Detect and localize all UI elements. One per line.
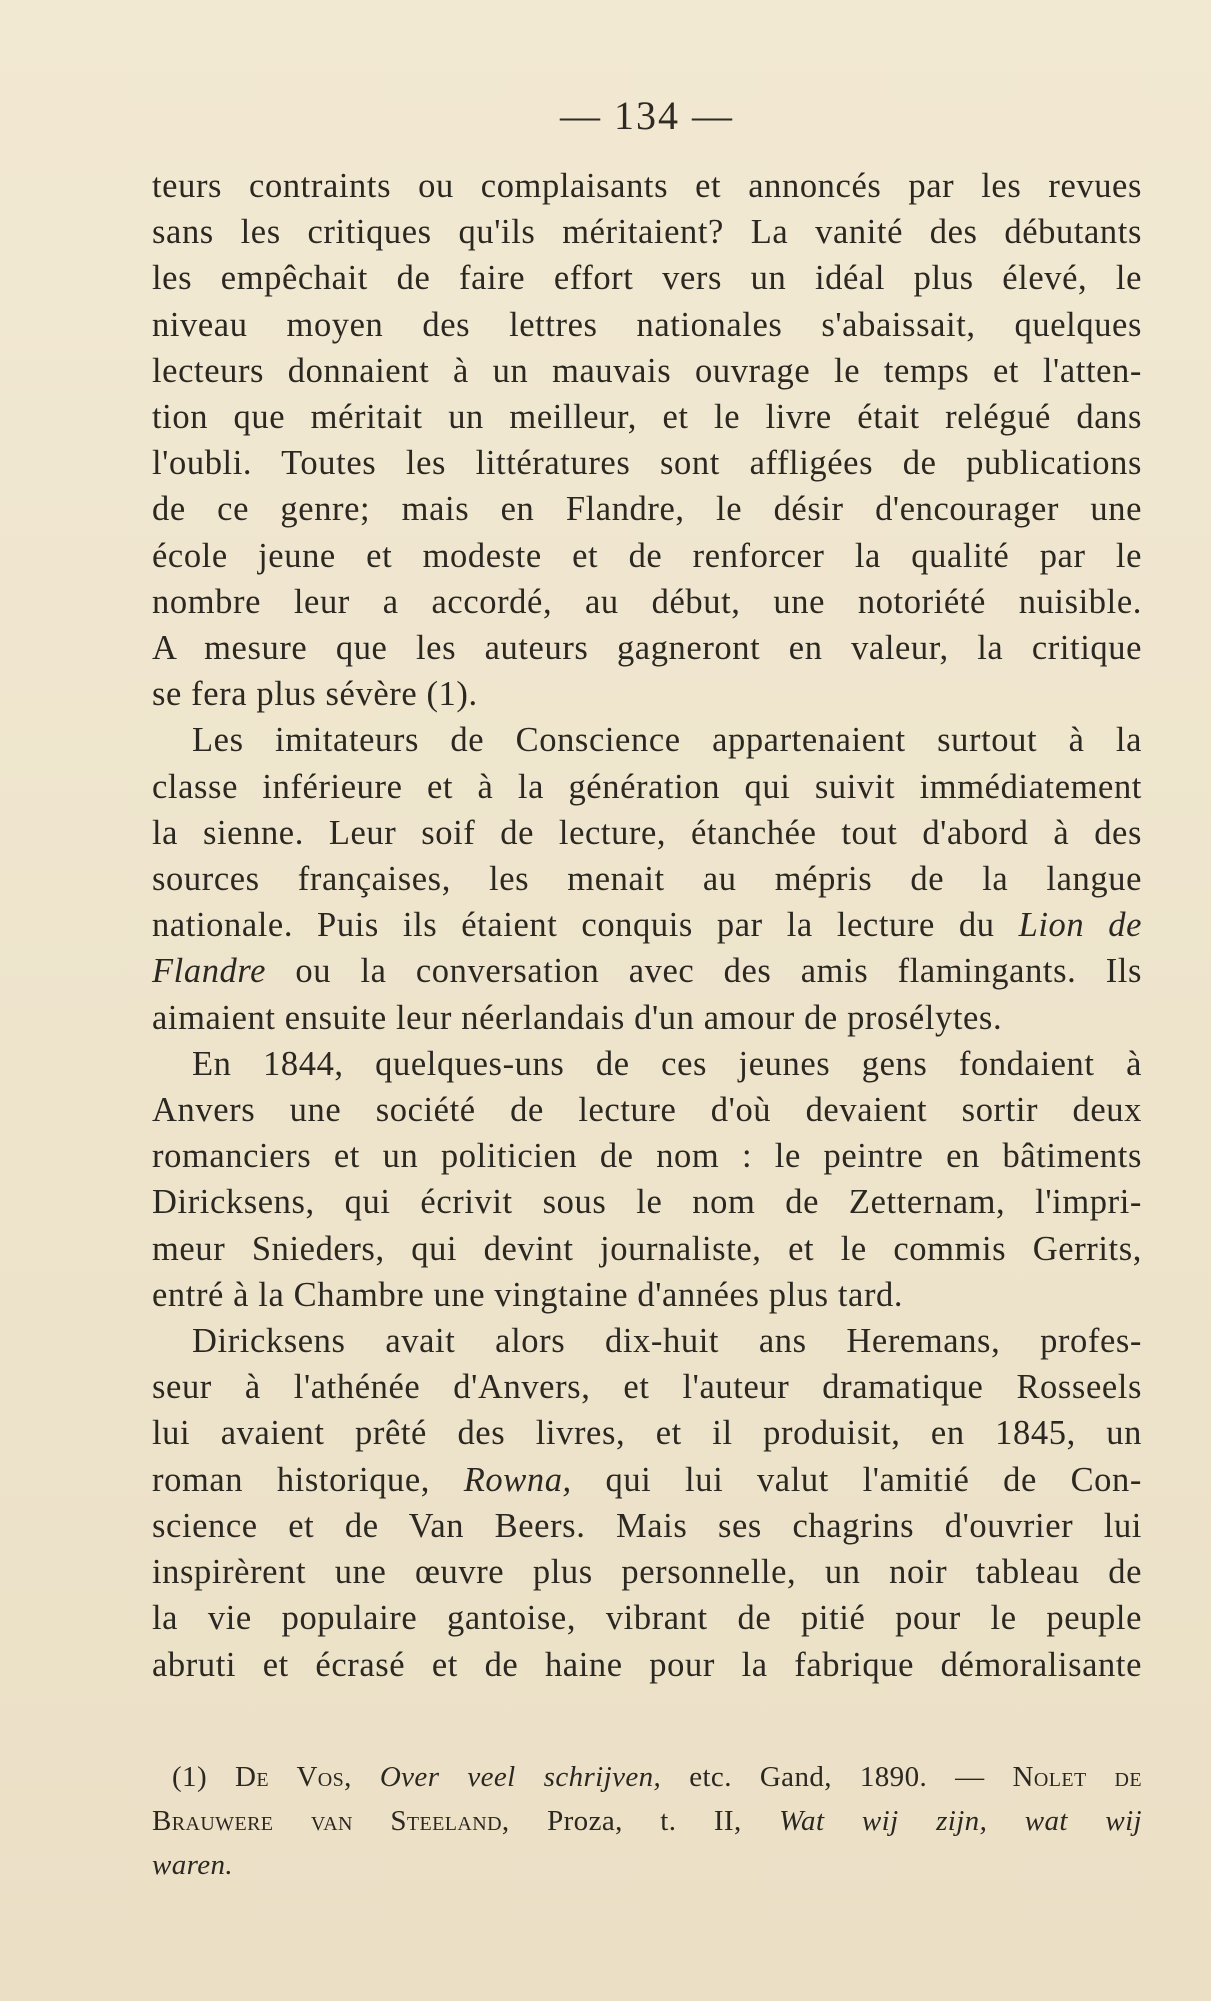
footnote-title-italic: waren. [152, 1849, 234, 1881]
text-line: classe inférieure et à la génération qui suivit immédiatement [152, 767, 1142, 806]
footnote-line [152, 1755, 1142, 1799]
footnote-text: Proza, t. II, [547, 1805, 742, 1837]
book-title-italic: Flandre [152, 952, 267, 991]
page-number: — 134 — [560, 93, 734, 138]
text-segment: nationale. Puis ils étaient conquis par la lecture du [152, 906, 995, 945]
footnote-text: etc. Gand, 1890. — [689, 1761, 985, 1793]
text-line: En 1844, quelques-uns de ces jeunes gens fondaient à [192, 1044, 1142, 1083]
paragraph-4 [152, 1318, 1142, 1688]
text-line [152, 902, 1142, 948]
text-line: A mesure que les auteurs gagneront en valeur, la critique [152, 629, 1142, 668]
text-line: nombre leur a accordé, au début, une notoriété nuisible. [152, 582, 1142, 621]
text-line: Diricksens avait alors dix-huit ans Heremans, profes- [192, 1322, 1142, 1361]
text-line: aimaient ensuite leur néerlandais d'un amour de prosélytes. [152, 998, 1003, 1037]
footnote-title-italic: Wat wij zijn, wat wij [779, 1805, 1142, 1837]
text-line: de ce genre; mais en Flandre, le désir d'encourager une [152, 490, 1142, 529]
text-line: romanciers et un politicien de nom : le peintre en bâtiments [152, 1137, 1142, 1176]
text-line: école jeune et modeste et de renforcer la qualité par le [152, 536, 1142, 575]
footnote-line [152, 1799, 1142, 1843]
text-line: tion que méritait un meilleur, et le livre était relégué dans [152, 398, 1142, 437]
text-line: niveau moyen des lettres nationales s'abaissait, quelques [152, 305, 1142, 344]
text-line: inspirèrent une œuvre plus personnelle, un noir tableau de [152, 1553, 1142, 1592]
footnote-author: Brauwere van Steeland, [152, 1805, 510, 1837]
book-title-italic: Lion de [1018, 906, 1142, 945]
text-line: se fera plus sévère (1). [152, 675, 478, 714]
text-line: lecteurs donnaient à un mauvais ouvrage le temps et l'atten- [152, 351, 1142, 390]
paragraph-1 [152, 163, 1142, 717]
text-line: seur à l'athénée d'Anvers, et l'auteur dramatique Rosseels [152, 1368, 1142, 1407]
book-title-italic: Rowna, [463, 1460, 572, 1499]
text-segment: ou la conversation avec des amis flamingants. Ils [295, 952, 1142, 991]
body-text [152, 163, 1142, 1688]
text-line: sources françaises, les menait au mépris de la langue [152, 860, 1142, 899]
footnote [152, 1755, 1142, 1887]
text-line: abruti et écrasé et de haine pour la fabrique démoralisante [152, 1645, 1142, 1684]
text-line: meur Snieders, qui devint journaliste, et le commis Gerrits, [152, 1229, 1142, 1268]
text-line: Anvers une société de lecture d'où devaient sortir deux [152, 1091, 1142, 1130]
text-segment: roman historique, [152, 1460, 431, 1499]
text-line: l'oubli. Toutes les littératures sont affligées de publications [152, 444, 1142, 483]
text-line: lui avaient prêté des livres, et il produisit, en 1845, un [152, 1414, 1142, 1453]
text-line: sans les critiques qu'ils méritaient? La vanité des débutants [152, 213, 1142, 252]
text-line: la sienne. Leur soif de lecture, étanchée tout d'abord à des [152, 813, 1142, 852]
text-line: Diricksens, qui écrivit sous le nom de Zetternam, l'impri- [152, 1183, 1142, 1222]
text-line: la vie populaire gantoise, vibrant de pitié pour le peuple [152, 1599, 1142, 1638]
text-line: teurs contraints ou complaisants et annoncés par les revues [152, 167, 1142, 205]
text-line [152, 948, 1142, 994]
footnote-author: Nolet de [1012, 1761, 1143, 1793]
text-line [152, 1457, 1142, 1503]
text-line: entré à la Chambre une vingtaine d'années plus tard. [152, 1275, 904, 1314]
text-segment: qui lui valut l'amitié de Con- [605, 1460, 1142, 1499]
text-line: les empêchait de faire effort vers un idéal plus élevé, le [152, 259, 1142, 298]
paragraph-2 [152, 717, 1142, 1040]
footnote-marker: (1) [172, 1761, 208, 1793]
paragraph-3 [152, 1041, 1142, 1318]
text-line: Les imitateurs de Conscience appartenaient surtout à la [192, 721, 1142, 760]
footnote-line [152, 1843, 1142, 1887]
footnote-author: De Vos, [235, 1761, 352, 1793]
footnote-title-italic: Over veel schrijven, [379, 1761, 662, 1793]
text-line: science et de Van Beers. Mais ses chagrins d'ouvrier lui [152, 1506, 1142, 1545]
